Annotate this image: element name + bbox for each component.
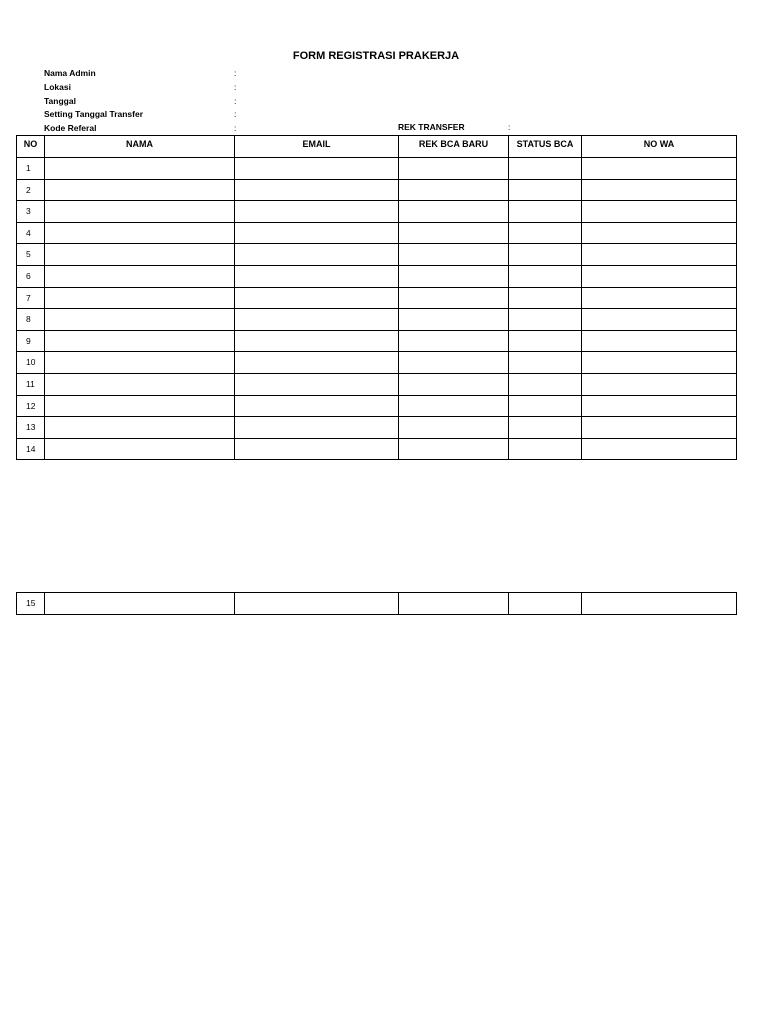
cell-no: 4 <box>17 222 45 244</box>
cell-rek-bca-baru[interactable] <box>399 352 509 374</box>
meta-colon: : <box>234 123 237 134</box>
cell-no: 5 <box>17 244 45 266</box>
cell-nama[interactable] <box>45 158 235 180</box>
cell-rek-bca-baru[interactable] <box>399 330 509 352</box>
table-row <box>17 593 737 615</box>
meta-label: Kode Referal <box>44 123 97 134</box>
cell-email[interactable] <box>235 373 399 395</box>
cell-rek-bca-baru[interactable] <box>399 309 509 331</box>
cell-no-wa[interactable] <box>582 373 737 395</box>
table-row <box>17 373 737 395</box>
cell-email[interactable] <box>235 201 399 223</box>
cell-email[interactable] <box>235 352 399 374</box>
cell-no-wa[interactable] <box>582 179 737 201</box>
cell-no: 7 <box>17 287 45 309</box>
cell-rek-bca-baru[interactable] <box>399 179 509 201</box>
cell-status-bca[interactable] <box>509 309 582 331</box>
cell-email[interactable] <box>235 179 399 201</box>
cell-email[interactable] <box>235 593 399 615</box>
cell-rek-bca-baru[interactable] <box>399 395 509 417</box>
table-row <box>17 158 737 180</box>
cell-no-wa[interactable] <box>582 244 737 266</box>
cell-no: 13 <box>17 417 45 439</box>
meta-label: Lokasi <box>44 81 71 92</box>
cell-no-wa[interactable] <box>582 201 737 223</box>
cell-rek-bca-baru[interactable] <box>399 373 509 395</box>
cell-no-wa[interactable] <box>582 593 737 615</box>
table-header-row <box>17 136 737 158</box>
cell-no-wa[interactable] <box>582 309 737 331</box>
cell-no-wa[interactable] <box>582 352 737 374</box>
cell-no-wa[interactable] <box>582 395 737 417</box>
meta-row-nama-admin <box>44 67 544 81</box>
cell-status-bca[interactable] <box>509 265 582 287</box>
table-row <box>17 287 737 309</box>
cell-no: 10 <box>17 352 45 374</box>
cell-rek-bca-baru[interactable] <box>399 158 509 180</box>
cell-nama[interactable] <box>45 417 235 439</box>
header-nama: NAMA <box>45 136 235 158</box>
cell-no: 15 <box>17 593 45 615</box>
cell-nama[interactable] <box>45 352 235 374</box>
cell-nama[interactable] <box>45 179 235 201</box>
cell-rek-bca-baru[interactable] <box>399 222 509 244</box>
meta-row-kode-referal <box>44 122 544 136</box>
cell-email[interactable] <box>235 222 399 244</box>
meta-label: Tanggal <box>44 95 76 106</box>
cell-email[interactable] <box>235 330 399 352</box>
meta-colon: : <box>234 95 237 106</box>
cell-no: 6 <box>17 265 45 287</box>
table-row <box>17 201 737 223</box>
cell-no-wa[interactable] <box>582 265 737 287</box>
header-rek-bca-baru: REK BCA BARU <box>399 136 509 158</box>
cell-nama[interactable] <box>45 309 235 331</box>
header-email: EMAIL <box>235 136 399 158</box>
table-row <box>17 222 737 244</box>
cell-no-wa[interactable] <box>582 330 737 352</box>
cell-no: 3 <box>17 201 45 223</box>
cell-status-bca[interactable] <box>509 373 582 395</box>
cell-nama[interactable] <box>45 593 235 615</box>
cell-status-bca[interactable] <box>509 438 582 460</box>
meta-row-setting-tanggal-transfer <box>44 108 544 122</box>
cell-status-bca[interactable] <box>509 287 582 309</box>
form-meta <box>44 67 544 136</box>
header-status-bca: STATUS BCA <box>509 136 582 158</box>
table-row <box>17 417 737 439</box>
table-row <box>17 352 737 374</box>
cell-no-wa[interactable] <box>582 438 737 460</box>
cell-no: 11 <box>17 373 45 395</box>
cell-status-bca[interactable] <box>509 417 582 439</box>
rek-transfer-colon: : <box>508 122 511 132</box>
cell-rek-bca-baru[interactable] <box>399 201 509 223</box>
cell-status-bca[interactable] <box>509 158 582 180</box>
cell-nama[interactable] <box>45 330 235 352</box>
header-no: NO <box>17 136 45 158</box>
cell-nama[interactable] <box>45 438 235 460</box>
cell-nama[interactable] <box>45 222 235 244</box>
meta-colon: : <box>234 81 237 92</box>
cell-no: 12 <box>17 395 45 417</box>
form-title: FORM REGISTRASI PRAKERJA <box>292 50 460 62</box>
cell-status-bca[interactable] <box>509 201 582 223</box>
table-row <box>17 265 737 287</box>
cell-rek-bca-baru[interactable] <box>399 593 509 615</box>
table-row <box>17 395 737 417</box>
cell-no: 8 <box>17 309 45 331</box>
cell-no-wa[interactable] <box>582 417 737 439</box>
cell-no: 1 <box>17 158 45 180</box>
registration-table-continued <box>16 592 737 615</box>
cell-rek-bca-baru[interactable] <box>399 417 509 439</box>
table-row <box>17 309 737 331</box>
meta-colon: : <box>234 109 237 120</box>
meta-label: Setting Tanggal Transfer <box>44 109 144 120</box>
meta-row-tanggal <box>44 95 544 109</box>
cell-email[interactable] <box>235 287 399 309</box>
cell-status-bca[interactable] <box>509 593 582 615</box>
header-no-wa: NO WA <box>582 136 737 158</box>
table-row <box>17 438 737 460</box>
rek-transfer-label: REK TRANSFER <box>398 122 465 132</box>
cell-email[interactable] <box>235 158 399 180</box>
registration-table <box>16 135 737 460</box>
cell-no-wa[interactable] <box>582 287 737 309</box>
cell-status-bca[interactable] <box>509 330 582 352</box>
cell-email[interactable] <box>235 309 399 331</box>
cell-nama[interactable] <box>45 373 235 395</box>
cell-rek-bca-baru[interactable] <box>399 244 509 266</box>
cell-status-bca[interactable] <box>509 352 582 374</box>
cell-email[interactable] <box>235 438 399 460</box>
table-row <box>17 330 737 352</box>
cell-rek-bca-baru[interactable] <box>399 287 509 309</box>
cell-rek-bca-baru[interactable] <box>399 438 509 460</box>
table-row <box>17 179 737 201</box>
cell-status-bca[interactable] <box>509 244 582 266</box>
cell-nama[interactable] <box>45 265 235 287</box>
cell-no: 9 <box>17 330 45 352</box>
cell-email[interactable] <box>235 395 399 417</box>
cell-nama[interactable] <box>45 244 235 266</box>
cell-no: 14 <box>17 438 45 460</box>
cell-no: 2 <box>17 179 45 201</box>
meta-colon: : <box>234 68 237 78</box>
cell-status-bca[interactable] <box>509 395 582 417</box>
cell-status-bca[interactable] <box>509 179 582 201</box>
cell-email[interactable] <box>235 265 399 287</box>
cell-email[interactable] <box>235 244 399 266</box>
cell-nama[interactable] <box>45 287 235 309</box>
cell-status-bca[interactable] <box>509 222 582 244</box>
meta-row-lokasi <box>44 81 544 95</box>
cell-no-wa[interactable] <box>582 222 737 244</box>
cell-rek-bca-baru[interactable] <box>399 265 509 287</box>
meta-label: Nama Admin <box>44 68 96 78</box>
table-row <box>17 244 737 266</box>
cell-nama[interactable] <box>45 201 235 223</box>
cell-no-wa[interactable] <box>582 158 737 180</box>
cell-email[interactable] <box>235 417 399 439</box>
cell-nama[interactable] <box>45 395 235 417</box>
